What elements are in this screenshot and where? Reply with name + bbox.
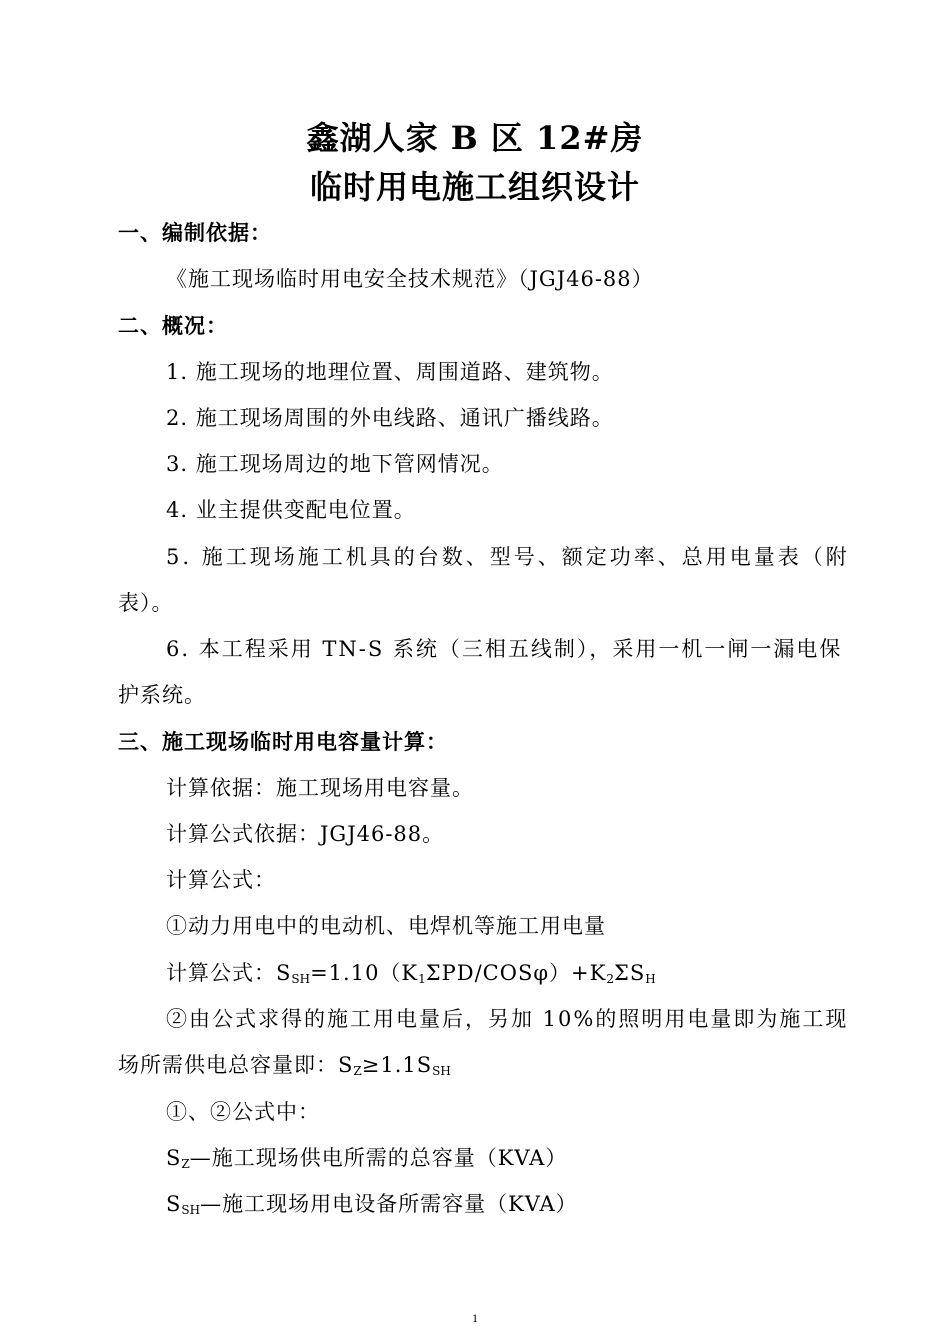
section1-heading: 一、编制依据：: [118, 220, 272, 245]
section1-paragraph: 《施工现场临时用电安全技术规范》（JGJ46-88）: [166, 267, 654, 291]
overview-item-6-continued: 护系统。: [118, 683, 206, 707]
definition-sz: $S_Z—$施工现场供电所需的总容量（KVA）: [166, 1146, 568, 1171]
overview-item-6: 6. 本工程采用 TN-S 系统（三相五线制），采用一机一闸一漏电保: [166, 637, 843, 661]
section3-heading: 三、施工现场临时用电容量计算：: [118, 729, 448, 754]
overview-item-5: 5. 施工现场施工机具的台数、型号、额定功率、总用电量表（附: [166, 545, 850, 569]
calc-formula-label: 计算公式：: [166, 868, 276, 892]
document-title-line1: 鑫湖人家 B 区 12#房: [306, 119, 644, 157]
definition-ssh: $S_{SH}—$施工现场用电设备所需容量（KVA）: [166, 1192, 578, 1217]
overview-item-1: 1. 施工现场的地理位置、周围道路、建筑物。: [166, 360, 614, 384]
calc-item-2-continued: 场所需供电总容量即：$S_Z\ge 1.1S_{SH}$: [118, 1053, 451, 1078]
calc-basis: 计算依据：施工现场用电容量。: [166, 776, 474, 800]
calc-formula-basis: 计算公式依据：JGJ46-88。: [166, 822, 445, 846]
calc-item-1: ①动力用电中的电动机、电焊机等施工用电量: [166, 914, 606, 938]
calc-formula-1: 计算公式：$S_{SH}=1.10(K_1\Sigma PD/COS\varphi)+K_2\Sigma S_H$: [166, 961, 656, 986]
formula-note: ①、②公式中：: [166, 1100, 320, 1124]
document-title-line2: 临时用电施工组织设计: [309, 168, 640, 206]
overview-item-3: 3. 施工现场周边的地下管网情况。: [166, 452, 504, 476]
calc-item-2: ②由公式求得的施工用电量后，另加 10%的照明用电量即为施工现: [166, 1007, 849, 1031]
overview-item-5-continued: 表）。: [118, 591, 174, 615]
overview-item-4: 4. 业主提供变配电位置。: [166, 498, 416, 522]
page-number: 1: [472, 1311, 478, 1325]
overview-item-2: 2. 施工现场周围的外电线路、通讯广播线路。: [166, 406, 614, 430]
section2-heading: 二、概况：: [118, 313, 228, 338]
